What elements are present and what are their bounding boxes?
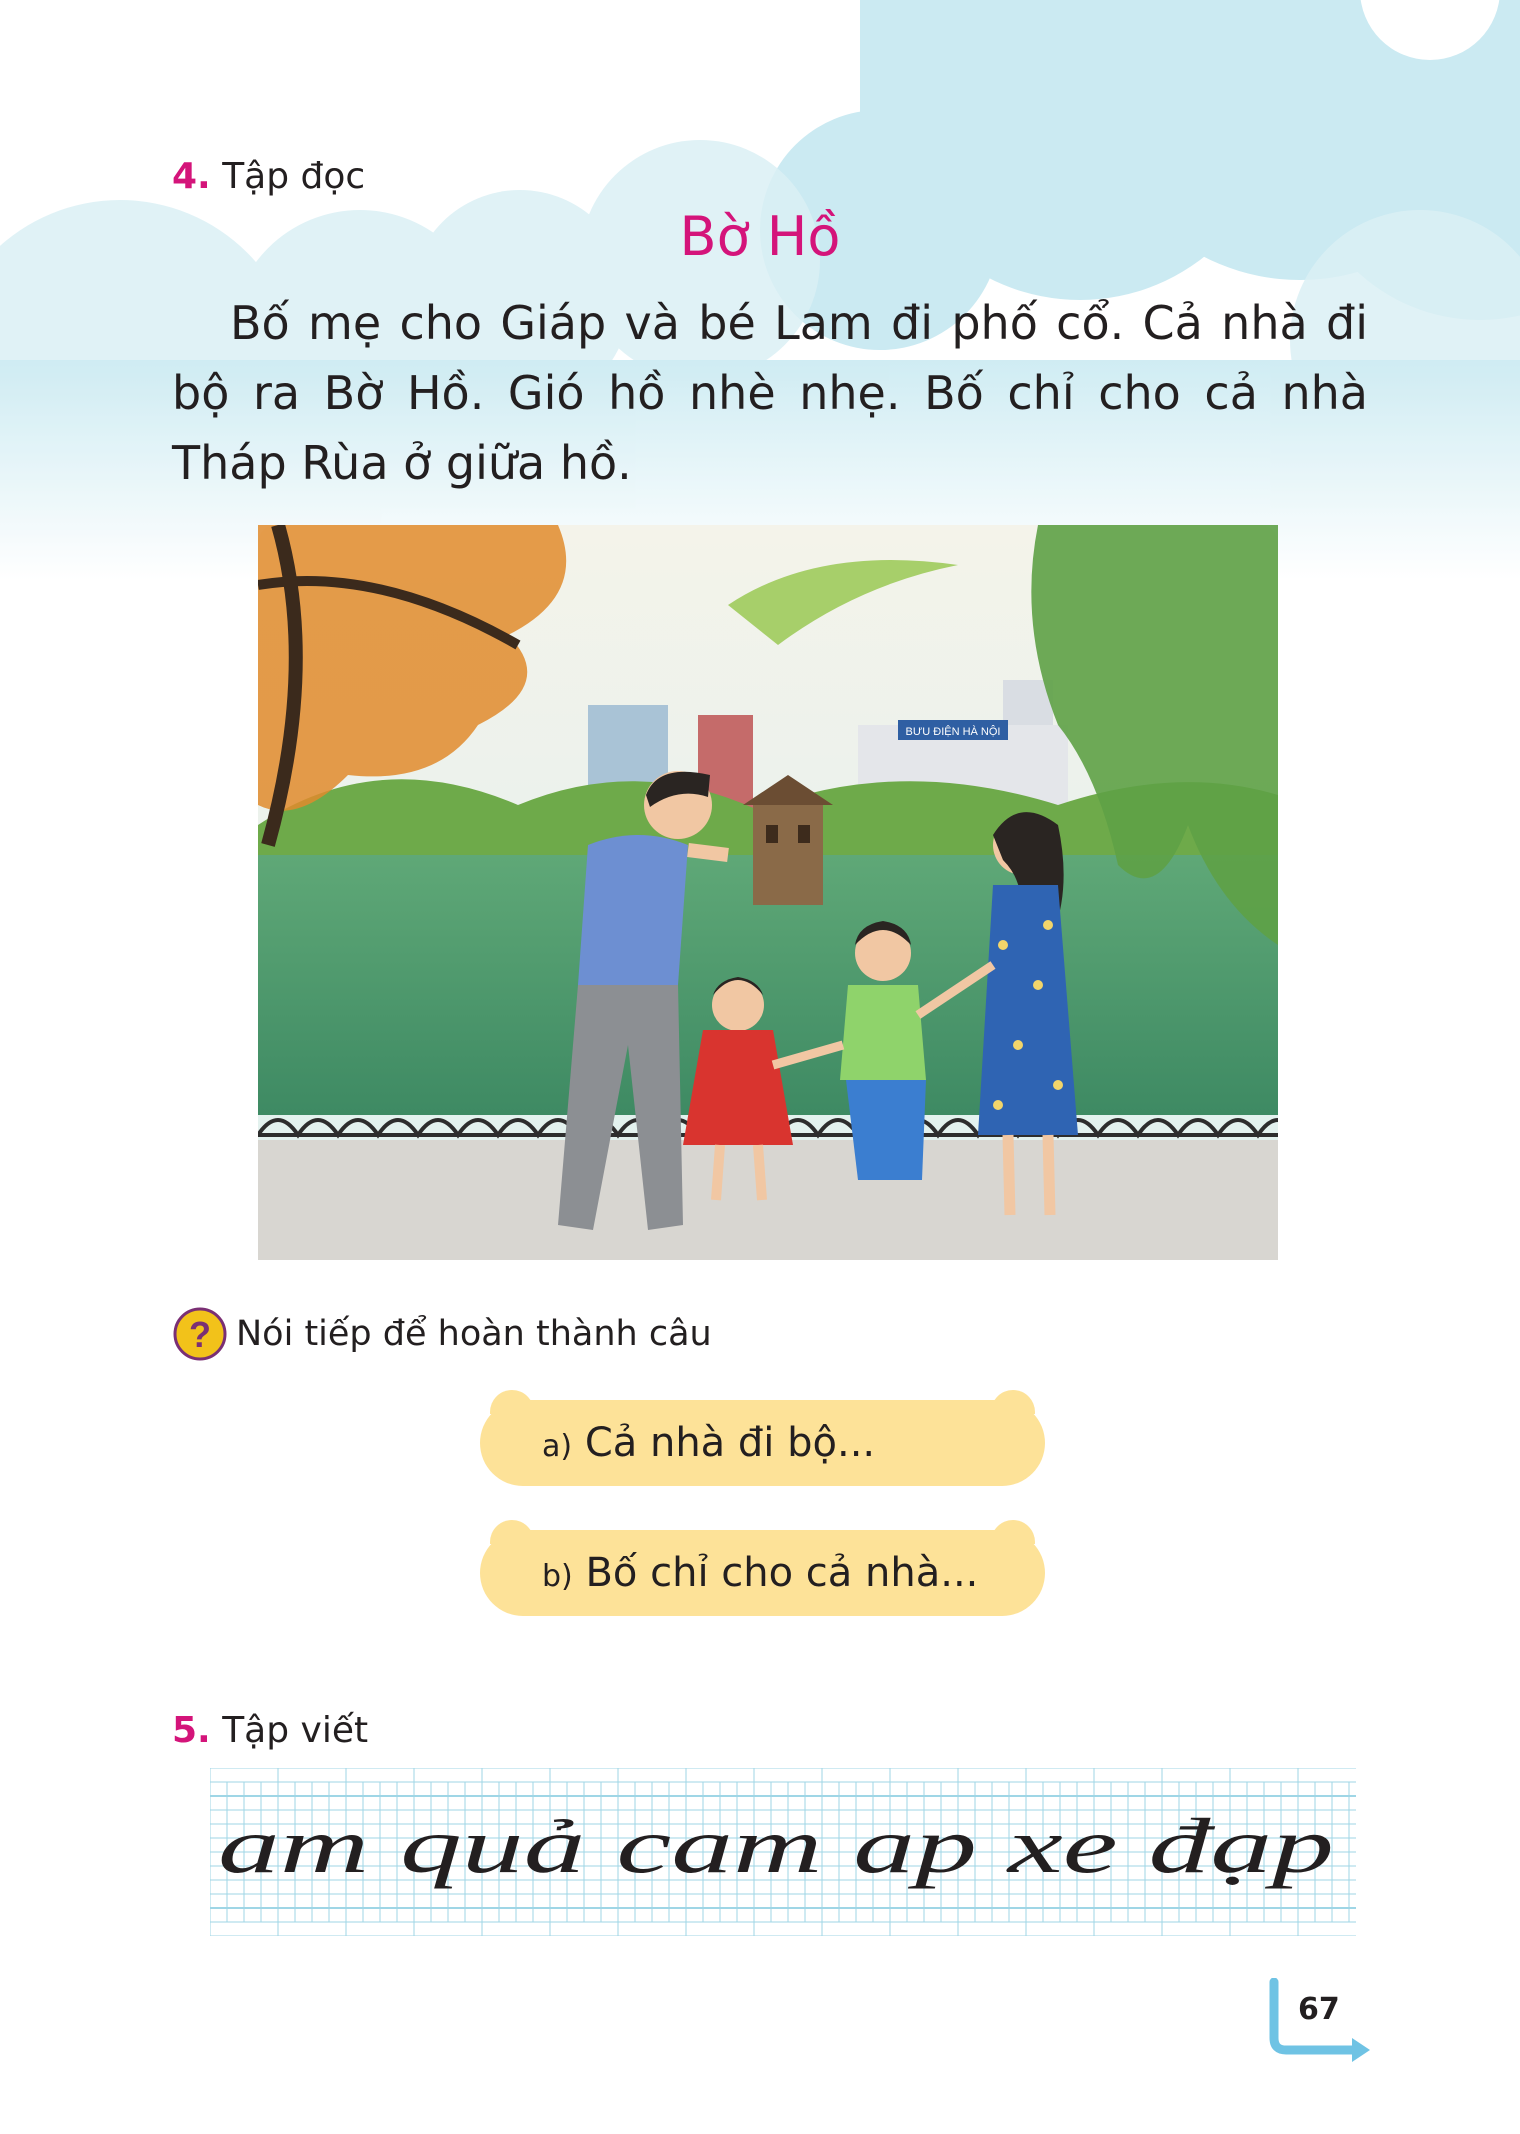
section-title: Tập viết [222, 1710, 369, 1751]
question-mark-icon [172, 1306, 228, 1362]
section-title: Tập đọc [222, 156, 366, 197]
answer-b-letter: b) [542, 1559, 573, 1594]
answer-b-body: Bố chỉ cho cả nhà... [585, 1550, 979, 1596]
section-number: 4. [172, 156, 211, 197]
section-5-header [172, 1710, 368, 1751]
answer-bubble-b [480, 1530, 1045, 1616]
answer-a-letter: a) [542, 1429, 573, 1464]
answer-bubble-a [480, 1400, 1045, 1486]
section-number: 5. [172, 1710, 211, 1751]
answer-b-text [542, 1550, 978, 1596]
section-4-header [172, 156, 365, 197]
answer-a-text [542, 1420, 875, 1466]
page-number-badge [1264, 1978, 1374, 2062]
sign-text: BƯU ĐIỆN HÀ NỘI [905, 726, 1001, 738]
handwriting-sample: am quả cam ap xe đạp [218, 1802, 1334, 1889]
lesson-title: Bờ Hồ [679, 205, 841, 268]
answer-a-body: Cả nhà đi bộ... [584, 1420, 876, 1466]
handwriting-practice-grid [210, 1768, 1356, 1936]
svg-text:?: ? [189, 1314, 211, 1355]
page-number: 67 [1298, 1992, 1340, 2027]
lesson-text: Bố mẹ cho Giáp và bé Lam đi phố cổ. Cả nhà đi bộ ra Bờ Hồ. Gió hồ nhè nhẹ. Bố chỉ cho cả nhà Tháp Rùa ở giữa hồ. [172, 296, 1368, 490]
family-at-lake-illustration [258, 525, 1278, 1260]
question-text: Nói tiếp để hoàn thành câu [236, 1314, 712, 1354]
